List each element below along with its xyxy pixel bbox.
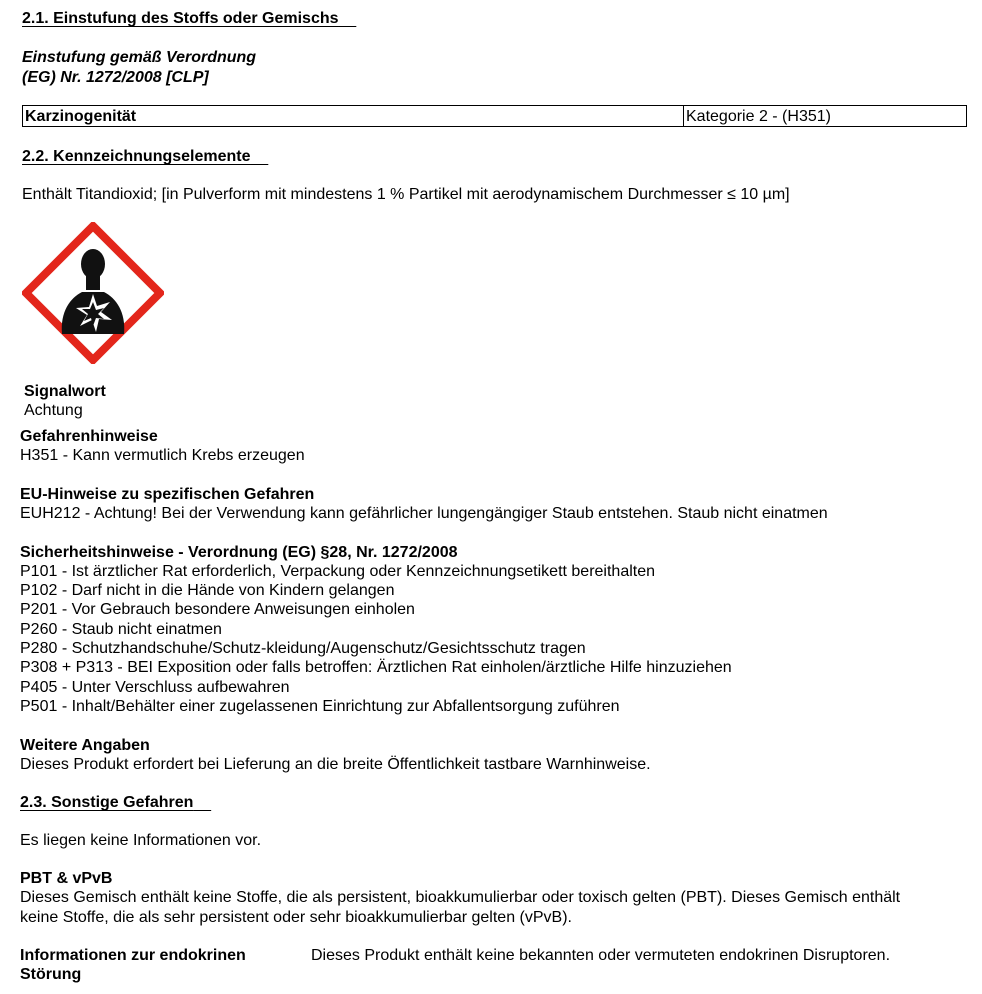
hazard-class-cell: Karzinogenität [23,106,684,127]
further-information-label: Weitere Angaben [20,737,150,754]
endocrine-value: Dieses Produkt enthält keine bekannten oder vermuteten endokrinen Disruptoren. [311,947,891,964]
precaution-item: P201 - Vor Gebrauch besondere Anweisungen einholen [20,601,415,618]
contains-statement: Enthält Titandioxid; [in Pulverform mit mindestens 1 % Partikel mit aerodynamischem Durchmesser ≤ 10 µm] [22,186,790,203]
precaution-item: P260 - Staub nicht einatmen [20,621,222,638]
precautionary-statements-label: Sicherheitshinweise - Verordnung (EG) §28, Nr. 1272/2008 [20,544,458,561]
no-information-text: Es liegen keine Informationen vor. [20,832,262,849]
pbt-text-line2: keine Stoffe, die als sehr persistent oder sehr bioakkumulierbar gelten (vPvB). [20,909,572,926]
signal-word-label: Signalwort [24,383,106,400]
precaution-item: P280 - Schutzhandschuhe/Schutz-kleidung/Augenschutz/Gesichtsschutz tragen [20,640,586,657]
signal-word: Achtung [24,402,83,419]
table-row [23,106,967,127]
hazard-statement: H351 - Kann vermutlich Krebs erzeugen [20,447,305,464]
precaution-item: P101 - Ist ärztlicher Rat erforderlich, Verpackung oder Kennzeichnungsetikett bereithalten [20,563,656,580]
eu-hazard-statement: EUH212 - Achtung! Bei der Verwendung kann gefährlicher lungengängiger Staub entstehen. Staub nicht einatmen [20,505,828,522]
eu-hazard-label: EU-Hinweise zu spezifischen Gefahren [20,486,315,503]
precaution-item: P501 - Inhalt/Behälter einer zugelassenen Einrichtung zur Abfallentsorgung zuführen [20,698,620,715]
endocrine-label [20,946,290,984]
hazard-statements-label: Gefahrenhinweise [20,428,158,445]
classification-subtitle-line1: Einstufung gemäß Verordnung [22,49,257,66]
classification-subtitle-line2: (EG) Nr. 1272/2008 [CLP] [22,69,209,86]
section-2-2-title: 2.2. Kennzeichnungselemente [22,148,251,165]
ghs08-health-hazard-icon [22,222,164,364]
further-information-text: Dieses Produkt erfordert bei Lieferung an die breite Öffentlichkeit tastbare Warnhinweise. [20,756,651,773]
pbt-text-line1: Dieses Gemisch enthält keine Stoffe, die als persistent, bioakkumulierbar oder toxisch gelten (PBT). Dieses Gemisch enthält [20,889,901,906]
endocrine-label-line2: Störung [20,966,82,983]
hazard-category-cell: Kategorie 2 - (H351) [684,106,967,127]
precaution-item: P405 - Unter Verschluss aufbewahren [20,679,290,696]
classification-table [22,105,967,127]
section-2-3-title: 2.3. Sonstige Gefahren [20,794,194,811]
precaution-item: P308 + P313 - BEI Exposition oder falls betroffen: Ärztlichen Rat einholen/ärztliche Hilfe hinzuziehen [20,659,732,676]
section-2-1-title: 2.1. Einstufung des Stoffs oder Gemischs [22,10,339,27]
endocrine-label-line1: Informationen zur endokrinen [20,947,246,964]
pbt-label: PBT & vPvB [20,870,113,887]
precaution-item: P102 - Darf nicht in die Hände von Kindern gelangen [20,582,395,599]
